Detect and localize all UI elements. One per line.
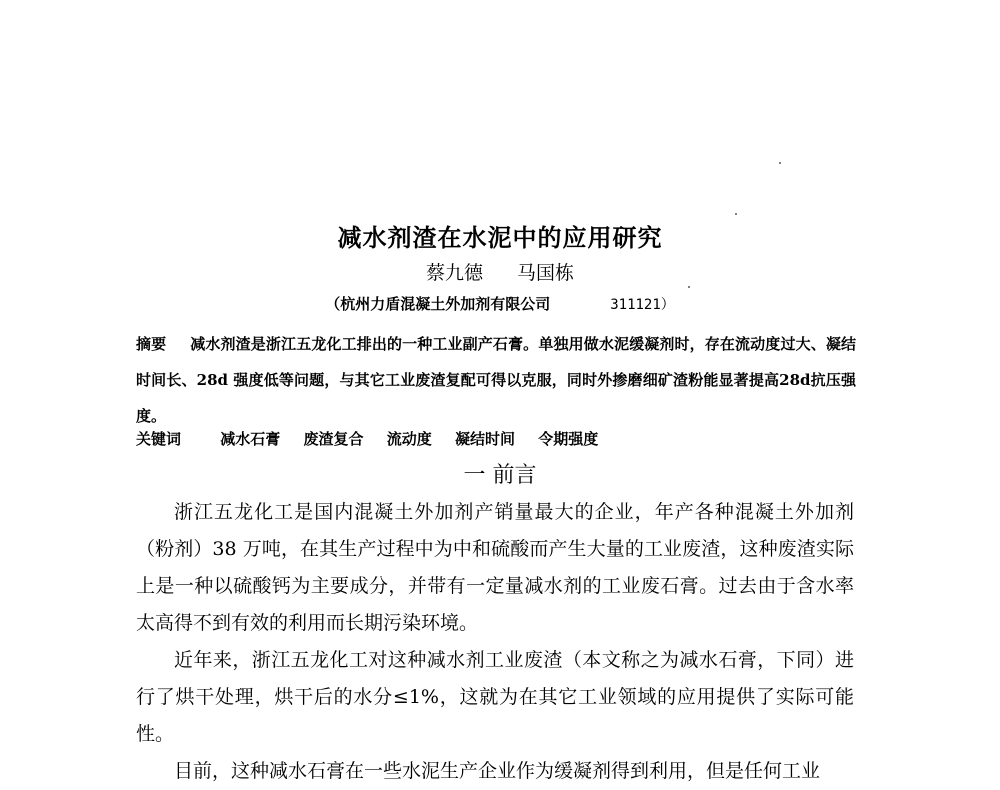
author-name: 蔡九德 [425, 262, 483, 284]
section-heading: 一 前言 [463, 463, 537, 488]
author-name: 马国栋 [517, 262, 575, 284]
scan-speck [688, 286, 690, 288]
abstract [136, 326, 856, 434]
keywords-label: 关键词 [136, 430, 182, 448]
abstract-label: 摘要 [136, 335, 167, 353]
affiliation [0, 293, 1000, 314]
scan-speck [779, 162, 781, 164]
body-text [136, 494, 854, 790]
affiliation-zip: 311121） [610, 297, 675, 313]
paragraph: 近年来，浙江五龙化工对这种减水剂工业废渣（本文称之为减水石膏，下同）进行了烘干处理，烘干后的水分≤1%，这就为在其它工业领域的应用提供了实际可能性。 [136, 649, 854, 745]
paragraph: 目前，这种减水石膏在一些水泥生产企业作为缓凝剂得到利用，但是任何工业 [174, 760, 821, 782]
keyword: 减水石膏 [220, 430, 281, 448]
keyword: 流动度 [386, 430, 432, 448]
keyword: 废渣复合 [303, 430, 364, 448]
paper-title: 减水剂渣在水泥中的应用研究 [337, 224, 663, 252]
authors [0, 258, 1000, 285]
affiliation-org: （杭州力盾混凝土外加剂有限公司 [325, 295, 551, 313]
keyword: 凝结时间 [455, 430, 516, 448]
paragraph: 浙江五龙化工是国内混凝土外加剂产销量最大的企业，年产各种混凝土外加剂（粉剂）38 万吨，在其生产过程中为中和硫酸而产生大量的工业废渣，这种废渣实际上是一种以硫酸钙为主要成分，并带有一定量减水剂的工业废石膏。过去由于含水率太高得不到有效的利用而长期污染环境。 [136, 501, 854, 634]
keyword: 令期强度 [538, 430, 599, 448]
scan-speck [735, 213, 737, 215]
keywords [136, 428, 856, 449]
abstract-text: 减水剂渣是浙江五龙化工排出的一种工业副产石膏。单独用做水泥缓凝剂时，存在流动度过大、凝结时间长、28d 强度低等问题，与其它工业废渣复配可得以克服，同时外掺磨细矿渣粉能显著提高28d抗压强度。 [136, 335, 856, 425]
